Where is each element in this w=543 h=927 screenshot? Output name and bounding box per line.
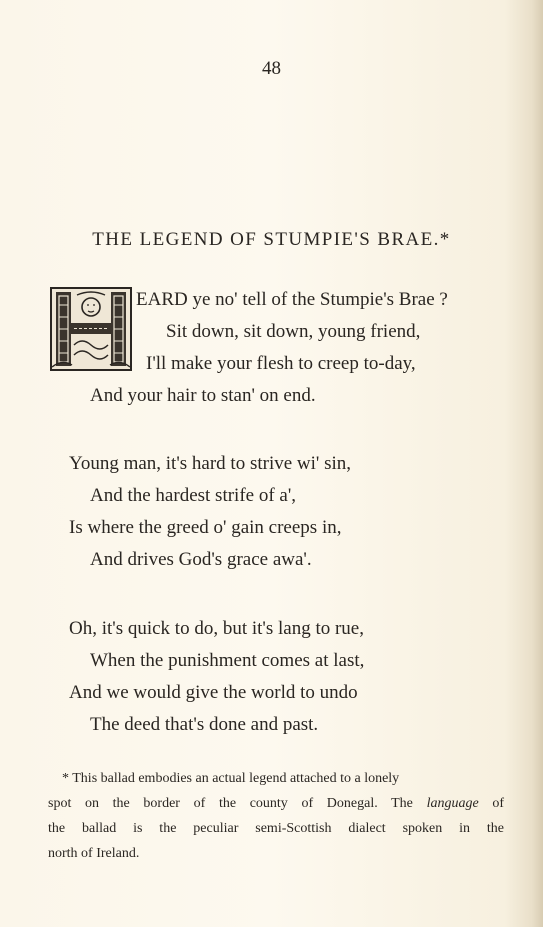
footnote-line: spot on the border of the county of Donegal. The language of: [48, 796, 505, 811]
verse-line: Sit down, sit down, young friend,: [166, 321, 421, 342]
verse-line: And the hardest strife of a',: [90, 485, 297, 506]
verse-line: EARD ye no' tell of the Stumpie's Brae ?: [136, 289, 448, 310]
footnote-italic-word: language: [426, 796, 479, 811]
verse-line: And drives God's grace awa'.: [90, 549, 312, 570]
page-number: 48: [262, 58, 281, 79]
verse-line: When the punishment comes at last,: [90, 650, 365, 671]
footnote-line: north of Ireland.: [48, 846, 140, 861]
verse-line: Is where the greed o' gain creeps in,: [69, 517, 342, 538]
footnote-line: the ballad is the peculiar semi-Scottish dialect spoken in the: [48, 821, 504, 836]
footnote-line: * This ballad embodies an actual legend attached to a lonely: [62, 771, 400, 786]
verse-line: And your hair to stan' on end.: [90, 385, 316, 406]
verse-line: Young man, it's hard to strive wi' sin,: [69, 453, 352, 474]
ornamental-dropcap-icon: [50, 287, 132, 371]
verse-line: The deed that's done and past.: [90, 714, 319, 735]
verse-line: Oh, it's quick to do, but it's lang to rue,: [69, 618, 364, 639]
verse-line: I'll make your flesh to creep to-day,: [146, 353, 416, 374]
ballad-title: THE LEGEND OF STUMPIE'S BRAE.*: [92, 229, 451, 250]
footnote: [48, 766, 504, 866]
verse-line: And we would give the world to undo: [69, 682, 358, 703]
